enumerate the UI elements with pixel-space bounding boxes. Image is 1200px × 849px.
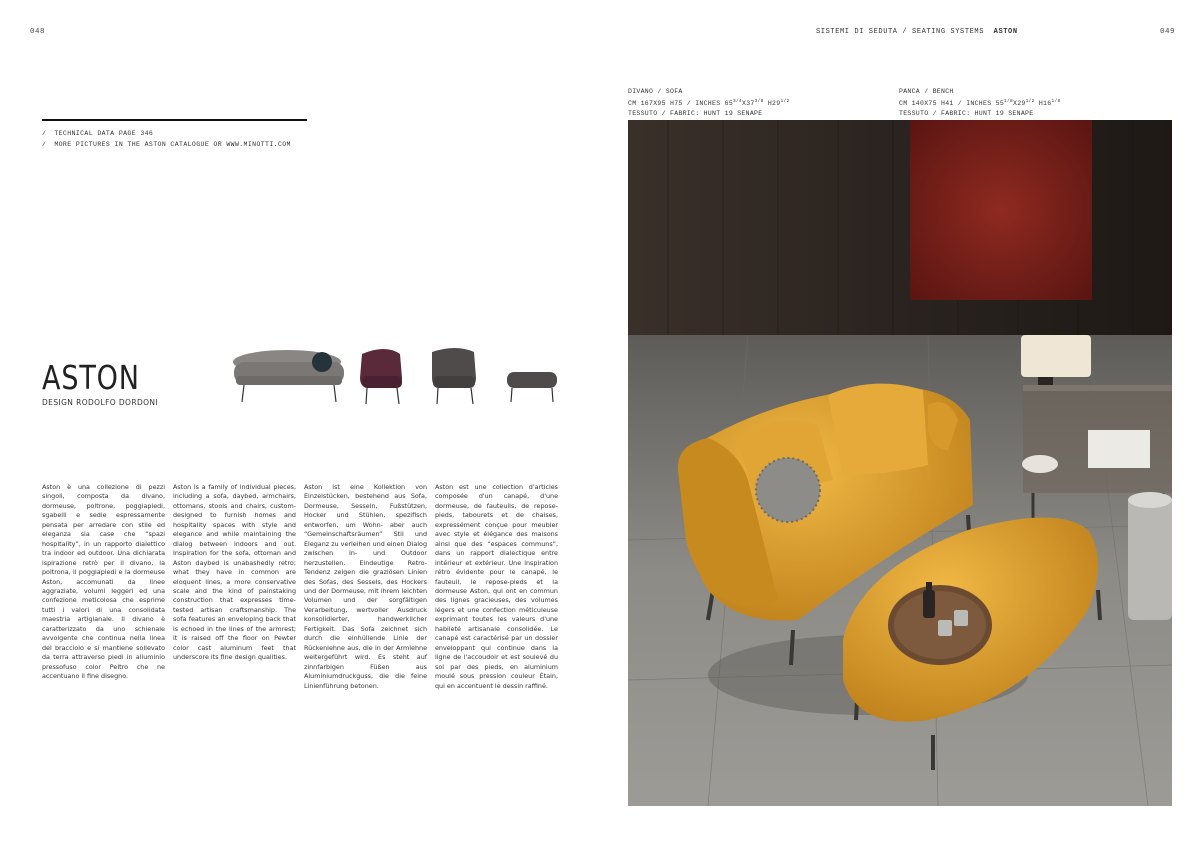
spec-sofa-dims: CM 167X95 H75 / INCHES $65^{3/4}X37^{3/8}$ $H29^{1/2}$ [628, 99, 790, 108]
spec-bench-fabric: TESSUTO / FABRIC: HUNT 19 SENAPE [899, 110, 1034, 118]
header-rule [42, 119, 307, 121]
running-header [816, 28, 1018, 36]
interior-photo-illustration [628, 120, 1172, 806]
page-number-left: 048 [30, 28, 46, 36]
spec-bench [899, 87, 1060, 119]
text-french: Aston est une collection d'articles composée d'un canapé, d'une dormeuse, de fauteuils, de repose-pieds, tabourets et de chaises, expressément conçue pour meubler avec style et élégance des maisons ainsi que des “espaces communs”, dans un rapport dialectique entre intérieur et extérieur. Une inspiration rétro évidente pour le canapé, le fauteuil, le repose-pieds et la dormeuse Aston, qui ont en commun des lignes gracieuses, des volumes légers et une confection méticuleuse exprimant toutes les valeurs d'une habileté artisanale consolidée. Le canapé est caractérisé par un dossier enveloppant qui continue dans la ligne de l'accoudoir et est soulevé du sol par des pieds, en aluminium moulé sous pression couleur Étain, qui en accentuent le dessin raffiné. [435, 483, 558, 690]
spec-sofa-fabric: TESSUTO / FABRIC: HUNT 19 SENAPE [628, 110, 763, 118]
text-italian: Aston è una collezione di pezzi singoli, composta da divano, dormeuse, poltrone, poggiapiedi, sgabelli e sedie espressamente pensata per arredare con stile ed eleganza sia case che “spazi hospitality”, in un rapporto dialettico tra indoor ed outdoor. Una dichiarata ispirazione retrò per il divano, la poltrona, il poggiapiedi e la dormeuse Aston, accomunati da linee aggraziate, volumi leggeri ed una confezione meticolosa che esprime tutti i valori di una consolidata maestria artigianale. Il divano è caratterizzato da uno schienale avvolgente che continua nella linea del bracciolo e si mantiene sollevato da terra attraverso piedi in alluminio pressofuso color Peltro che ne accentuano il fine disegno. [42, 483, 165, 681]
product-family-thumbnails [226, 340, 566, 410]
product-title: ASTON [42, 358, 140, 397]
spec-sofa [628, 87, 789, 119]
technical-data-link[interactable]: / TECHNICAL DATA PAGE 346 [42, 130, 154, 137]
thumbnail-armchair-plum [360, 349, 402, 404]
thumbnail-sofa [233, 350, 344, 402]
reference-links [42, 128, 291, 150]
interior-photo [628, 120, 1172, 806]
collection-title: ASTON [993, 28, 1018, 36]
spec-bench-dims: CM 140X75 H41 / INCHES $55^{1/8}X29^{1/2}$ $H16^{1/8}$ [899, 99, 1061, 108]
more-pictures-link[interactable]: / MORE PICTURES IN THE ASTON CATALOGUE OR WWW.MINOTTI.COM [42, 141, 291, 148]
text-english: Aston is a family of individual pieces, including a sofa, daybed, armchairs, ottomans, stools and chairs, custom-designed to furnish homes and hospitality spaces with style and elegance and while maintaining the dialog between indoors and out. Inspiration for the sofa, ottoman and Aston daybed is unabashedly retro; what they have in common are eloquent lines, a more conservative scale and the kind of painstaking construction that expresses time-tested artisan craftsmanship. The sofa features an enveloping back that is echoed in the lines of the armrest; it is raised off the floor on Pewter color cast aluminum feet that underscore its fine design qualities. [173, 483, 296, 662]
spec-sofa-name: DIVANO / SOFA [628, 88, 683, 95]
designer-credit: DESIGN RODOLFO DORDONI [42, 398, 159, 407]
thumbnail-ottoman [507, 372, 557, 402]
text-german: Aston ist eine Kollektion von Einzelstücken, bestehend aus Sofa, Dormeuse, Sesseln, Fußstützen, Hocker und Stühlen, spezifisch entworfen, um Wohn- aber auch “Gemeinschaftsräumen” Stil und Eleganz zu verleihen und einen Dialog zwischen In- und Outdoor herzustellen. Eindeutige Retro-Tendenz zeigen die graziösen Linien des Sofas, des Sessels, des Hockers und der Dormeuse, mit ihrem leichten Volumen und der sorgfältigen Verarbeitung, wertvoller Ausdruck konsolidierter, handwerklicher Fertigkeit. Das Sofa zeichnet sich durch die einhüllende Linie der Rückenlehne aus, die in der Armlehne weitergeführt wird. Es steht auf zinnfarbigen Füßen aus Aluminiumdruckguss, die die feine Linienführung betonen. [304, 483, 427, 690]
thumbnail-armchair-grey [432, 348, 476, 404]
page-number-right: 049 [1160, 28, 1176, 36]
section-title: SISTEMI DI SEDUTA / SEATING SYSTEMS [816, 28, 985, 36]
spec-bench-name: PANCA / BENCH [899, 88, 954, 95]
